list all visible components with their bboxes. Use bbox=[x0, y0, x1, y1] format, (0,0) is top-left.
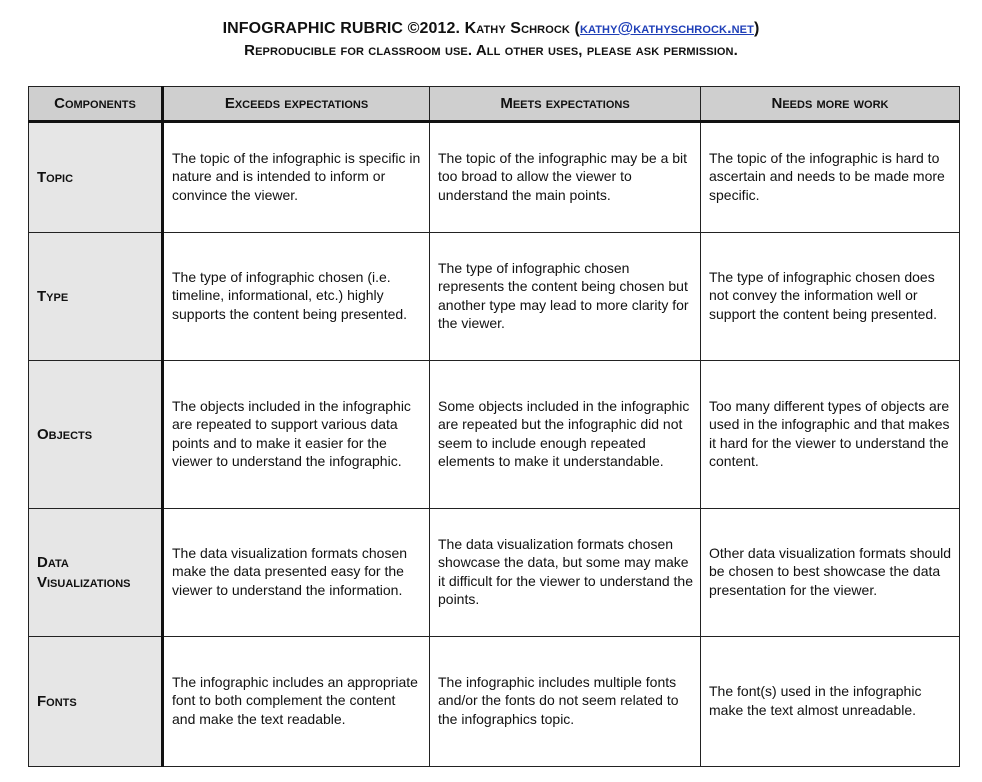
component-label: Type bbox=[29, 233, 163, 361]
table-row bbox=[29, 361, 960, 509]
needs-cell: The type of infographic chosen does not convey the information well or support the content being presented. bbox=[701, 233, 960, 361]
meets-cell: The type of infographic chosen represents the content being chosen but another type may lead to more clarity for the viewer. bbox=[430, 233, 701, 361]
table-row bbox=[29, 122, 960, 233]
component-label: Fonts bbox=[29, 637, 163, 767]
meets-cell: Some objects included in the infographic are repeated but the infographic did not seem to include enough repeated elements to make it understandable. bbox=[430, 361, 701, 509]
rubric-table bbox=[28, 86, 960, 767]
component-label: Data Visualizations bbox=[29, 509, 163, 637]
column-header-components: Components bbox=[29, 87, 163, 122]
exceeds-cell: The objects included in the infographic are repeated to support various data points and to make it easier for the viewer to understand the infographic. bbox=[163, 361, 430, 509]
meets-cell: The topic of the infographic may be a bit too broad to allow the viewer to understand the main points. bbox=[430, 122, 701, 233]
needs-cell: Other data visualization formats should be chosen to best showcase the data presentation for the viewer. bbox=[701, 509, 960, 637]
exceeds-cell: The type of infographic chosen (i.e. timeline, informational, etc.) highly supports the content being presented. bbox=[163, 233, 430, 361]
meets-cell: The infographic includes multiple fonts and/or the fonts do not seem related to the infographics topic. bbox=[430, 637, 701, 767]
column-header-meets: Meets expectations bbox=[430, 87, 701, 122]
author-email-link[interactable]: kathy@kathyschrock.net bbox=[579, 20, 754, 37]
meets-cell: The data visualization formats chosen showcase the data, but some may make it difficult for the viewer to understand the points. bbox=[430, 509, 701, 637]
component-label: Topic bbox=[29, 122, 163, 233]
header-row bbox=[29, 87, 960, 122]
title-text: INFOGRAPHIC RUBRIC ©2012. Kathy Schrock ( bbox=[222, 20, 580, 37]
rubric-subtitle: Reproducible for classroom use. All other uses, please ask permission. bbox=[244, 42, 738, 59]
component-label: Objects bbox=[29, 361, 163, 509]
needs-cell: Too many different types of objects are used in the infographic and that makes it hard for the viewer to understand the content. bbox=[701, 361, 960, 509]
exceeds-cell: The data visualization formats chosen make the data presented easy for the viewer to understand the information. bbox=[163, 509, 430, 637]
column-header-exceeds: Exceeds expectations bbox=[163, 87, 430, 122]
title-end: ) bbox=[753, 20, 760, 37]
table-row bbox=[29, 637, 960, 767]
document-header bbox=[0, 18, 982, 62]
exceeds-cell: The infographic includes an appropriate font to both complement the content and make the text readable. bbox=[163, 637, 430, 767]
exceeds-cell: The topic of the infographic is specific in nature and is intended to inform or convince the viewer. bbox=[163, 122, 430, 233]
column-header-needs: Needs more work bbox=[701, 87, 960, 122]
table-row bbox=[29, 509, 960, 637]
table-row bbox=[29, 233, 960, 361]
rubric-title bbox=[0, 18, 982, 40]
needs-cell: The font(s) used in the infographic make the text almost unreadable. bbox=[701, 637, 960, 767]
needs-cell: The topic of the infographic is hard to ascertain and needs to be made more specific. bbox=[701, 122, 960, 233]
